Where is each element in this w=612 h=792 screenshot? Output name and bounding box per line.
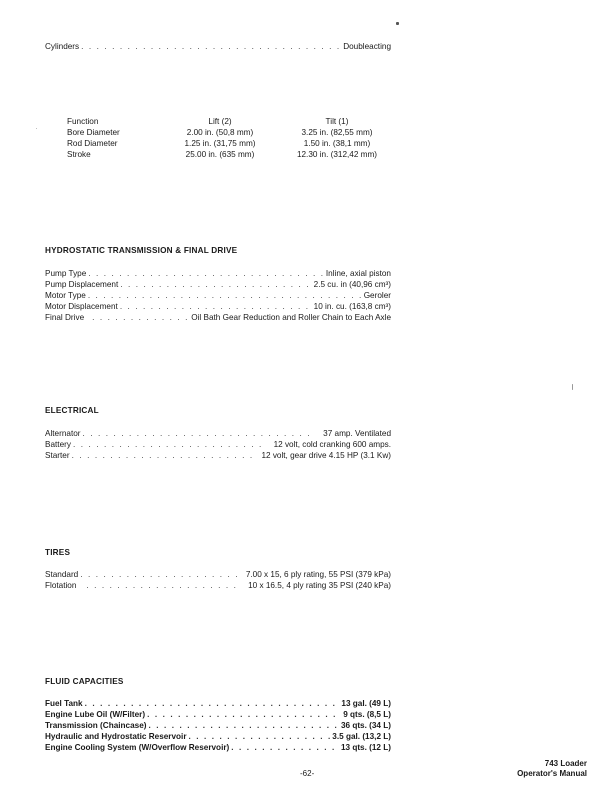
table-cell: 1.25 in. (31,75 mm) <box>184 139 256 148</box>
spec-value: Inline, axial piston <box>325 269 391 278</box>
spec-label: Alternator <box>45 429 81 438</box>
spec-row <box>45 569 391 580</box>
spec-row <box>45 290 391 301</box>
leader-dots <box>231 742 339 753</box>
leader-dots <box>80 569 238 580</box>
table-cell: Stroke <box>67 150 91 159</box>
leader-dots <box>120 279 311 290</box>
cylinders-row <box>45 41 391 52</box>
spec-label: Motor Displacement <box>45 302 118 311</box>
model-name: 743 Loader <box>544 759 587 768</box>
spec-label: Pump Type <box>45 269 87 278</box>
spec-label: Pump Displacement <box>45 280 119 289</box>
spec-label: Hydraulic and Hydrostatic Reservoir <box>45 732 187 741</box>
fluid-heading: FLUID CAPACITIES <box>45 677 124 686</box>
leader-dots <box>83 428 314 439</box>
spec-value: Geroler <box>363 291 391 300</box>
spec-label: Engine Cooling System (W/Overflow Reservoir) <box>45 743 230 752</box>
spec-value: 13 qts. (12 L) <box>340 743 391 752</box>
leader-dots <box>72 450 254 461</box>
leader-dots <box>73 439 266 450</box>
spec-value: 2.5 cu. in (40,96 cm³) <box>313 280 391 289</box>
leader-dots <box>85 698 340 709</box>
hydrostatic-heading: HYDROSTATIC TRANSMISSION & FINAL DRIVE <box>45 246 238 255</box>
spec-value: 13 gal. (49 L) <box>341 699 391 708</box>
spec-label: Transmission (Chaincase) <box>45 721 147 730</box>
spec-row <box>45 720 391 731</box>
spec-label: Engine Lube Oil (W/Filter) <box>45 710 146 719</box>
page-number: -62- <box>300 769 315 778</box>
spec-label: Fuel Tank <box>45 699 83 708</box>
cylinders-value: Doubleacting <box>343 42 391 51</box>
tires-heading: TIRES <box>45 548 71 557</box>
leader-dots <box>147 709 341 720</box>
spec-row <box>45 742 391 753</box>
scan-speck <box>572 384 573 390</box>
spec-row <box>45 439 391 450</box>
spec-label: Standard <box>45 570 79 579</box>
spec-value: 37 amp. Ventilated <box>323 429 391 438</box>
leader-dots <box>81 41 341 52</box>
leader-dots <box>88 268 324 279</box>
spec-value: 10 in. cu. (163,8 cm³) <box>313 302 391 311</box>
leader-dots <box>148 720 338 731</box>
spec-row <box>45 709 391 720</box>
spec-row <box>45 428 391 439</box>
table-cell: 25.00 in. (635 mm) <box>185 150 255 159</box>
electrical-heading: ELECTRICAL <box>45 406 99 415</box>
leader-dots <box>189 731 331 742</box>
spec-value: 10 x 16.5, 4 ply rating 35 PSI (240 kPa) <box>248 581 391 590</box>
spec-row <box>45 301 391 312</box>
spec-row <box>45 450 391 461</box>
scan-speck <box>36 128 37 129</box>
spec-label: Motor Type <box>45 291 86 300</box>
spec-value: 3.5 gal. (13,2 L) <box>332 732 391 741</box>
table-header-lift: Lift (2) <box>208 117 232 126</box>
spec-row <box>45 731 391 742</box>
leader-dots <box>88 290 362 301</box>
scan-speck <box>396 22 399 25</box>
table-cell: Rod Diameter <box>67 139 118 148</box>
manual-name: Operator's Manual <box>517 769 587 778</box>
spec-value: 12 volt, gear drive 4.15 HP (3.1 Kw) <box>261 451 391 460</box>
table-header-tilt: Tilt (1) <box>325 117 349 126</box>
spec-label: Final Drive <box>45 313 85 322</box>
table-cell: 2.00 in. (50,8 mm) <box>186 128 254 137</box>
spec-value: 9 qts. (8,5 L) <box>343 710 391 719</box>
leader-dots <box>92 312 187 323</box>
spec-label: Flotation <box>45 581 77 590</box>
table-cell: 1.50 in. (38,1 mm) <box>303 139 371 148</box>
spec-row <box>45 580 391 591</box>
manual-title <box>517 759 587 779</box>
leader-dots <box>86 580 240 591</box>
spec-label: Starter <box>45 451 70 460</box>
spec-row <box>45 268 391 279</box>
spec-value: 36 qts. (34 L) <box>340 721 391 730</box>
leader-dots <box>120 301 312 312</box>
spec-value: 12 volt, cold cranking 600 amps. <box>273 440 391 449</box>
spec-row <box>45 279 391 290</box>
cylinders-label: Cylinders <box>45 42 80 51</box>
spec-value: 7.00 x 15, 6 ply rating, 55 PSI (379 kPa) <box>245 570 391 579</box>
spec-value: Oil Bath Gear Reduction and Roller Chain to Each Axle <box>191 313 391 322</box>
table-header-function: Function <box>67 117 99 126</box>
table-cell: 3.25 in. (82,55 mm) <box>301 128 373 137</box>
spec-row <box>45 698 391 709</box>
spec-row <box>45 312 391 323</box>
spec-label: Battery <box>45 440 71 449</box>
table-cell: 12.30 in. (312,42 mm) <box>296 150 378 159</box>
table-cell: Bore Diameter <box>67 128 120 137</box>
